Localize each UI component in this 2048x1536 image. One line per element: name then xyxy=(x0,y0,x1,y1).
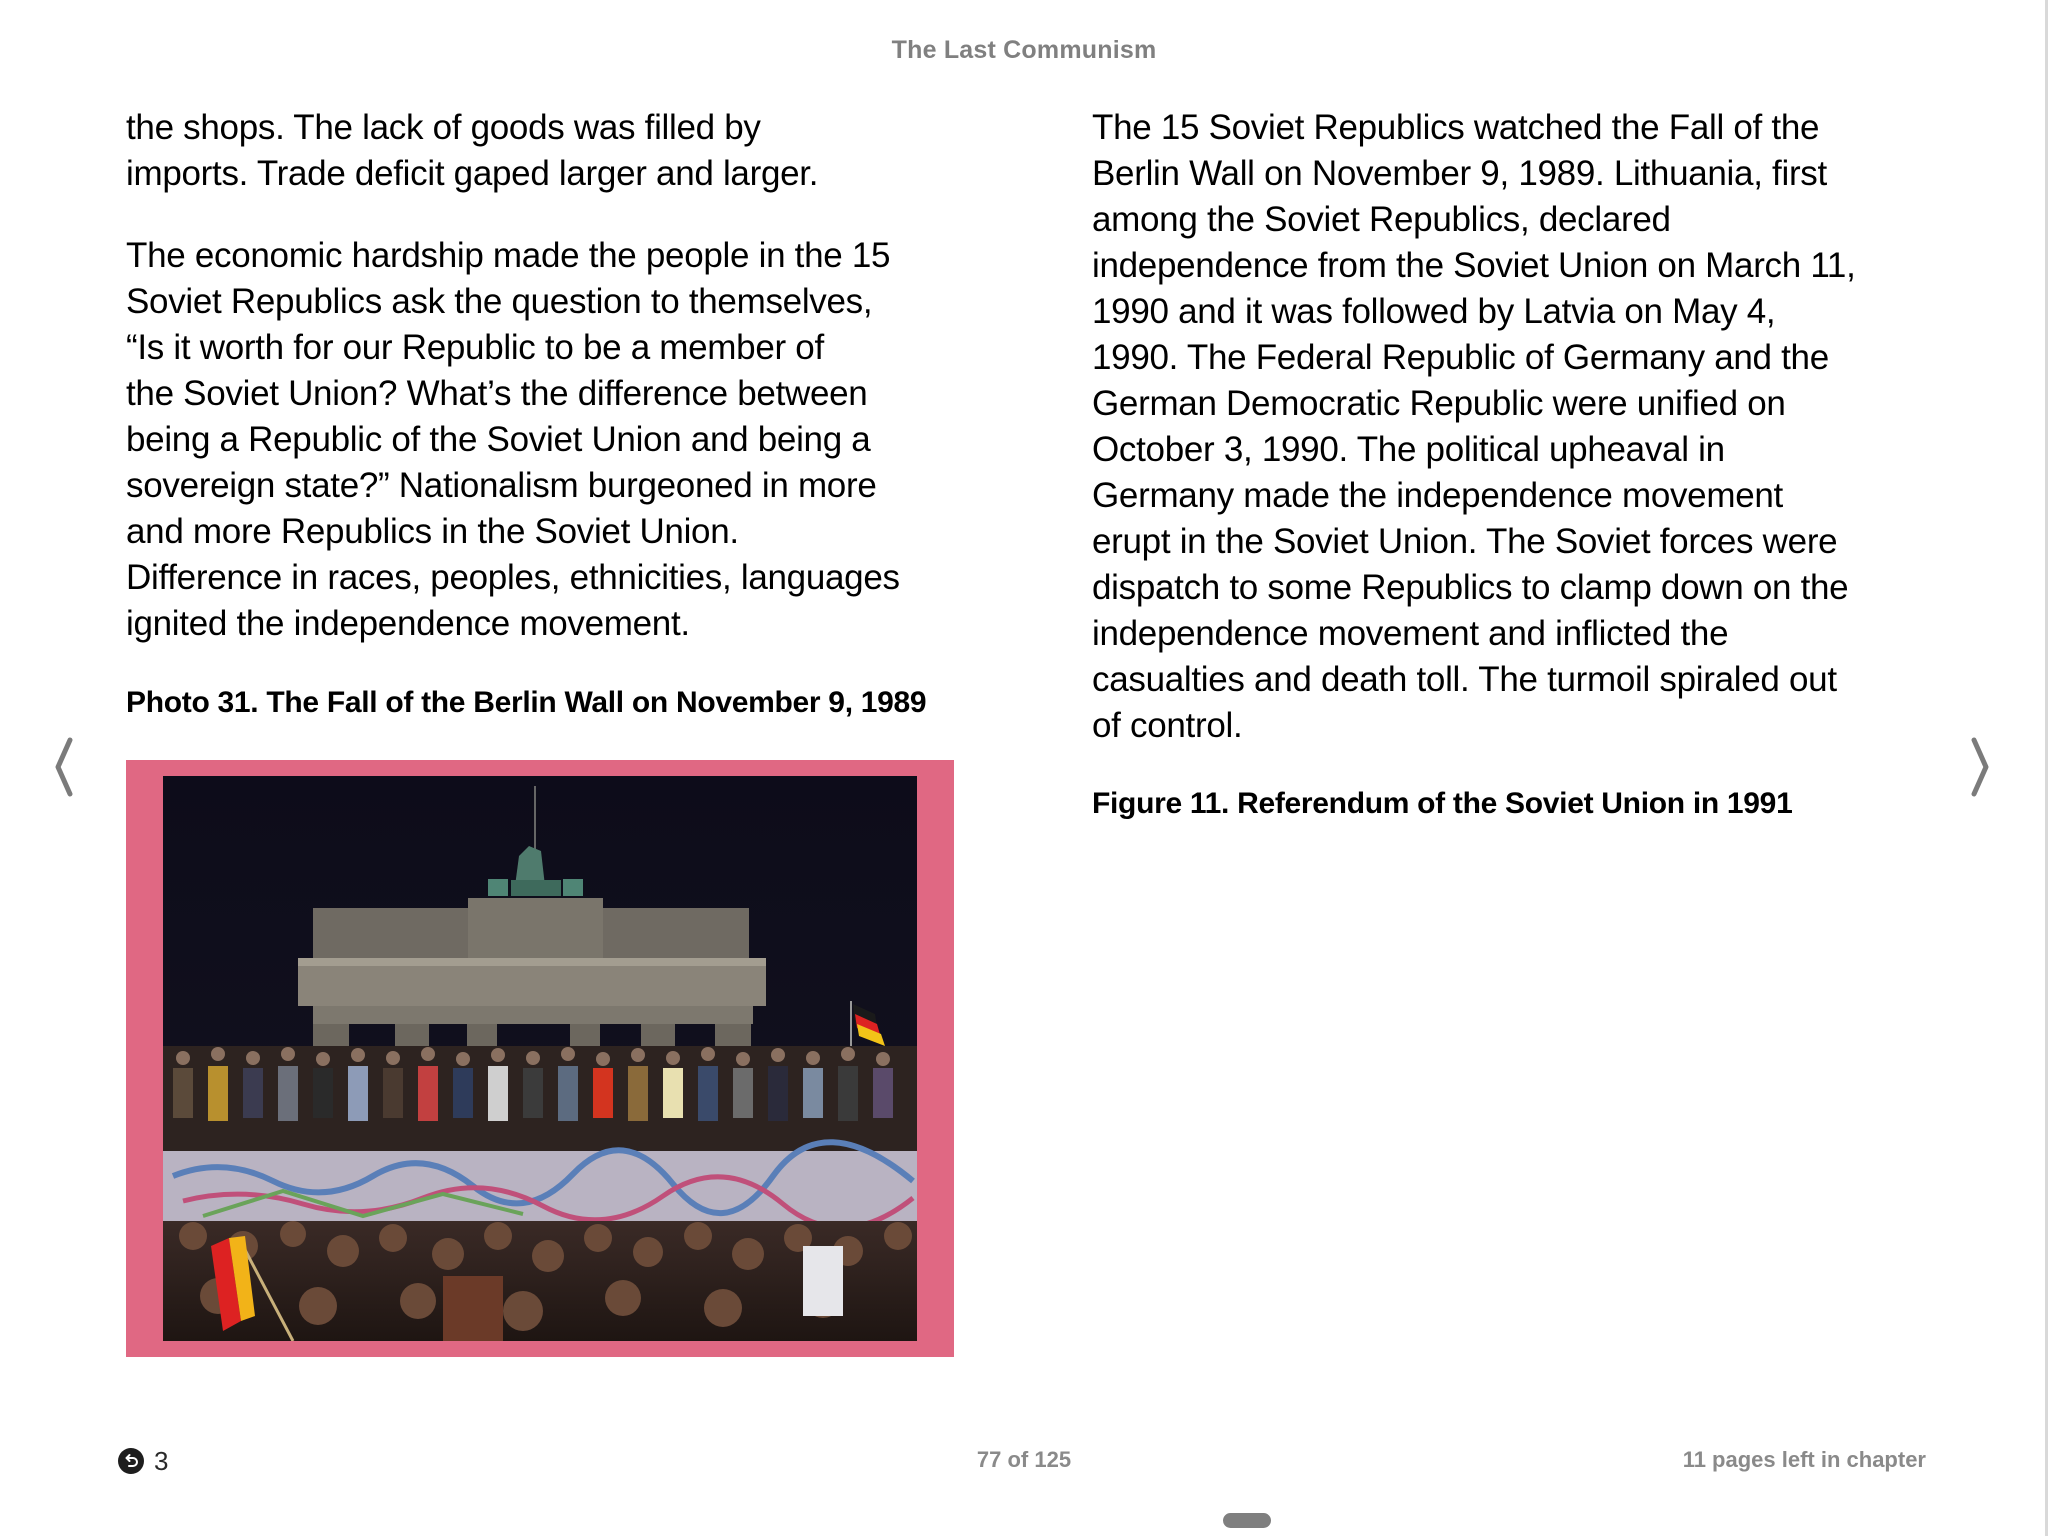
chevron-right-icon xyxy=(1966,736,1996,798)
text-line: The 15 Soviet Republics watched the Fall of the xyxy=(1092,108,1820,147)
text-line: Difference in races, peoples, ethnicities, languages xyxy=(126,558,900,597)
text-line: October 3, 1990. The political upheaval in xyxy=(1092,430,1725,469)
text-line: Soviet Republics ask the question to themselves, xyxy=(126,282,873,321)
photo-frame[interactable] xyxy=(126,760,954,1357)
chevron-left-icon xyxy=(48,736,78,798)
next-page-button[interactable] xyxy=(1966,736,1996,798)
brandenburg-gate-illustration xyxy=(163,776,917,1341)
text-line: erupt in the Soviet Union. The Soviet forces were xyxy=(1092,522,1838,561)
photo-caption: Photo 31. The Fall of the Berlin Wall on November 9, 1989 xyxy=(126,686,927,719)
text-line: Berlin Wall on November 9, 1989. Lithuania, first xyxy=(1092,154,1827,193)
text-line: German Democratic Republic were unified on xyxy=(1092,384,1786,423)
text-line: and more Republics in the Soviet Union. xyxy=(126,512,739,551)
text-line: imports. Trade deficit gaped larger and larger. xyxy=(126,154,819,193)
text-line: 1990. The Federal Republic of Germany and the xyxy=(1092,338,1829,377)
previous-page-button[interactable] xyxy=(48,736,78,798)
text-line: ignited the independence movement. xyxy=(126,604,690,643)
text-line: Germany made the independence movement xyxy=(1092,476,1783,515)
text-line: casualties and death toll. The turmoil spiraled out xyxy=(1092,660,1837,699)
home-indicator[interactable] xyxy=(1223,1513,1271,1528)
pages-left-in-chapter: 11 pages left in chapter xyxy=(1682,1447,1926,1472)
text-line: “Is it worth for our Republic to be a member of xyxy=(126,328,824,367)
figure-caption: Figure 11. Referendum of the Soviet Union in 1991 xyxy=(1092,787,1793,820)
page-indicator: 77 of 125 xyxy=(976,1447,1072,1472)
book-title: The Last Communism xyxy=(891,36,1157,64)
text-line: independence movement and inflicted the xyxy=(1092,614,1729,653)
text-line: the Soviet Union? What’s the difference between xyxy=(126,374,868,413)
back-count: 3 xyxy=(154,1445,169,1476)
text-line: The economic hardship made the people in the 15 xyxy=(126,236,891,275)
text-line: dispatch to some Republics to clamp down on the xyxy=(1092,568,1849,607)
text-line: of control. xyxy=(1092,706,1243,745)
text-line: sovereign state?” Nationalism burgeoned in more xyxy=(126,466,877,505)
text-line: being a Republic of the Soviet Union and being a xyxy=(126,420,871,459)
text-line: the shops. The lack of goods was filled by xyxy=(126,108,761,147)
text-line: 1990 and it was followed by Latvia on May 4, xyxy=(1092,292,1776,331)
text-line: independence from the Soviet Union on March 11, xyxy=(1092,246,1856,285)
text-line: among the Soviet Republics, declared xyxy=(1092,200,1671,239)
berlin-wall-photo xyxy=(163,776,917,1341)
